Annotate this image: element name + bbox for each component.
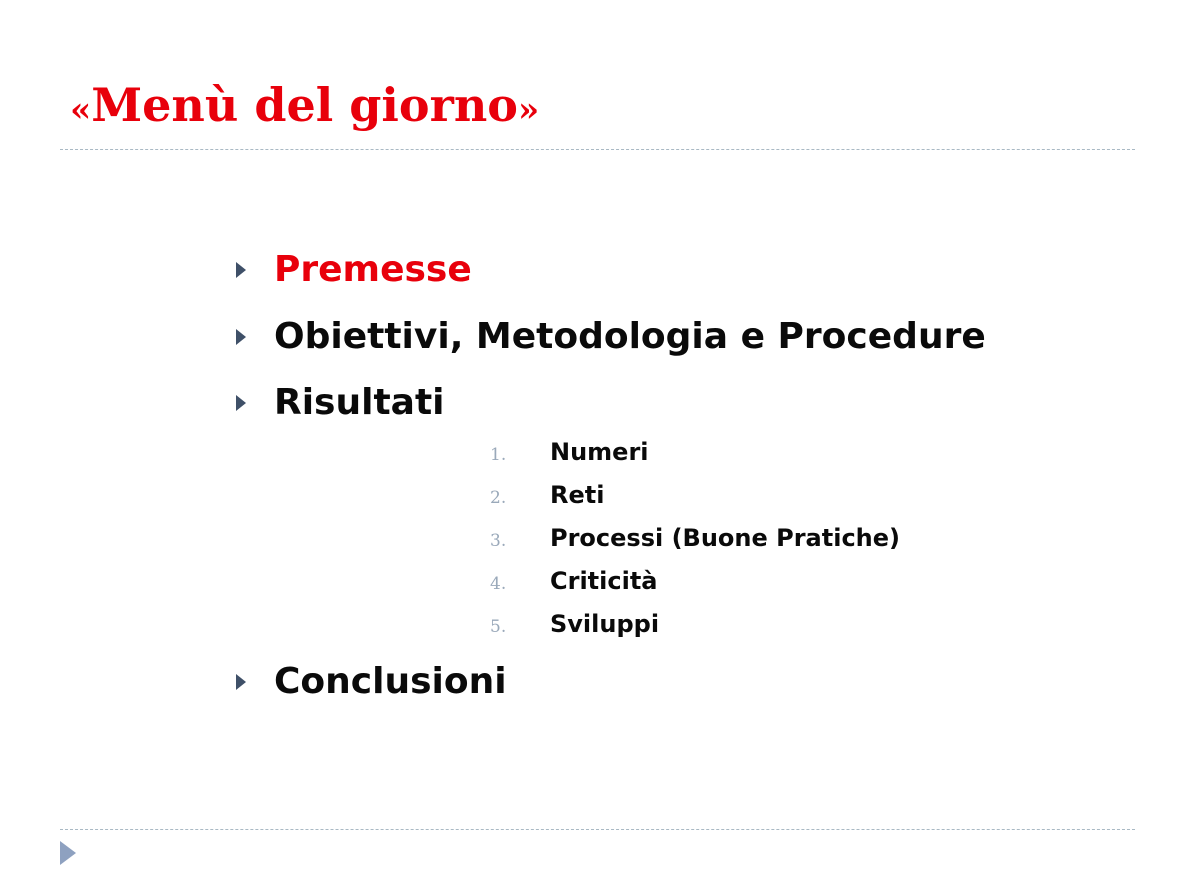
list-number: 5. (490, 617, 507, 637)
list-label: Reti (550, 481, 605, 509)
bullet-label: Risultati (274, 382, 445, 423)
bullet-label: Premesse (274, 249, 472, 290)
list-item (490, 567, 658, 595)
slide-title (70, 78, 540, 132)
list-label: Criticità (550, 567, 658, 595)
bullet-arrow-icon (236, 395, 246, 411)
bullet-item-risultati (232, 382, 445, 423)
list-label: Sviluppi (550, 610, 660, 638)
bullet-item-premesse (232, 249, 472, 290)
list-number: 1. (490, 445, 507, 465)
list-item (490, 524, 900, 552)
footer-triangle-icon (60, 841, 76, 865)
footer-divider (60, 829, 1135, 830)
bullet-label: Conclusioni (274, 661, 507, 702)
title-text: Menù del giorno (91, 78, 518, 132)
bullet-arrow-icon (236, 329, 246, 345)
list-number: 4. (490, 574, 507, 594)
list-item (490, 481, 604, 509)
bullet-item-conclusioni (232, 661, 507, 702)
list-item (490, 610, 659, 638)
bullet-arrow-icon (236, 674, 246, 690)
title-close-quote: » (517, 90, 540, 130)
list-label: Numeri (550, 438, 649, 466)
list-number: 3. (490, 531, 507, 551)
bullet-arrow-icon (236, 262, 246, 278)
bullet-label: Obiettivi, Metodologia e Procedure (274, 316, 986, 357)
list-number: 2. (490, 488, 507, 508)
list-label: Processi (Buone Pratiche) (550, 524, 901, 552)
list-item (490, 438, 649, 466)
bullet-item-obiettivi (232, 316, 986, 357)
title-divider (60, 149, 1135, 150)
title-open-quote: « (70, 90, 92, 130)
